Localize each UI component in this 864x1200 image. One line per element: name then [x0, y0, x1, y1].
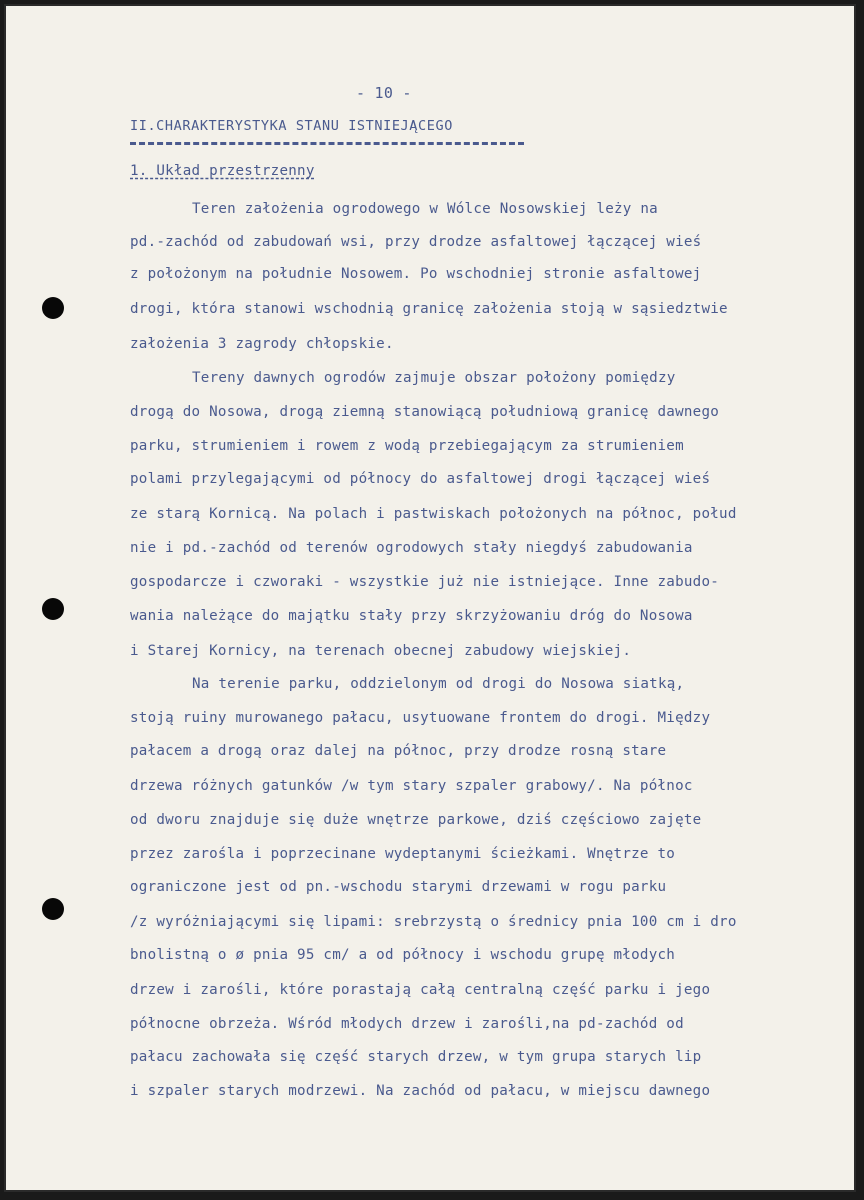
document-page	[4, 4, 856, 1192]
text-line: założenia 3 zagrody chłopskie.	[130, 336, 394, 352]
text-line: z położonym na południe Nosowem. Po wschodniej stronie asfaltowej	[130, 266, 702, 282]
text-line: gospodarcze i czworaki - wszystkie już nie istniejące. Inne zabudo-	[130, 574, 720, 590]
text-line: wania należące do majątku stały przy skrzyżowaniu dróg do Nosowa	[130, 608, 693, 624]
text-line: stoją ruiny murowanego pałacu, usytuowane frontem do drogi. Między	[130, 710, 711, 726]
text-line: pd.-zachód od zabudowań wsi, przy drodze asfaltowej łączącej wieś	[130, 234, 702, 250]
text-line: ograniczone jest od pn.-wschodu starymi drzewami w rogu parku	[130, 879, 667, 895]
text-line: od dworu znajduje się duże wnętrze parkowe, dziś częściowo zajęte	[130, 812, 702, 828]
subsection-heading: 1. Układ przestrzenny	[130, 163, 315, 179]
text-line: bnolistną o ø pnia 95 cm/ a od północy i wschodu grupę młodych	[130, 947, 676, 963]
punch-hole-2	[42, 598, 64, 620]
text-line: Na terenie parku, oddzielonym od drogi do Nosowa siatką,	[192, 676, 685, 692]
text-line: drzew i zarośli, które porastają całą centralną część parku i jego	[130, 982, 711, 998]
text-line: północne obrzeża. Wśród młodych drzew i zarośli,na pd-zachód od	[130, 1016, 684, 1032]
heading-underline	[130, 142, 524, 145]
text-line: parku, strumieniem i rowem z wodą przebiegającym za strumieniem	[130, 438, 684, 454]
section-heading: II.CHARAKTERYSTYKA STANU ISTNIEJĄCEGO	[130, 118, 453, 134]
text-line: przez zarośla i poprzecinane wydeptanymi ścieżkami. Wnętrze to	[130, 846, 676, 862]
text-line: Tereny dawnych ogrodów zajmuje obszar położony pomiędzy	[192, 370, 676, 386]
text-line: Teren założenia ogrodowego w Wólce Nosowskiej leży na	[192, 201, 658, 217]
text-line: drogą do Nosowa, drogą ziemną stanowiącą południową granicę dawnego	[130, 404, 720, 420]
text-line: i Starej Kornicy, na terenach obecnej zabudowy wiejskiej.	[130, 643, 632, 659]
text-line: ze starą Kornicą. Na polach i pastwiskach położonych na północ, połud	[130, 506, 737, 522]
page-number: - 10 -	[356, 84, 412, 102]
text-line: nie i pd.-zachód od terenów ogrodowych stały niegdyś zabudowania	[130, 540, 693, 556]
text-line: pałacem a drogą oraz dalej na północ, przy drodze rosną stare	[130, 743, 667, 759]
text-line: /z wyróżniającymi się lipami: srebrzystą o średnicy pnia 100 cm i dro	[130, 914, 737, 930]
punch-hole-1	[42, 297, 64, 319]
text-line: drogi, która stanowi wschodnią granicę założenia stoją w sąsiedztwie	[130, 301, 728, 317]
text-line: pałacu zachowała się część starych drzew, w tym grupa starych lip	[130, 1049, 702, 1065]
text-line: drzewa różnych gatunków /w tym stary szpaler grabowy/. Na północ	[130, 778, 693, 794]
punch-hole-3	[42, 898, 64, 920]
text-line: i szpaler starych modrzewi. Na zachód od pałacu, w miejscu dawnego	[130, 1083, 711, 1099]
text-line: polami przylegającymi od północy do asfaltowej drogi łączącej wieś	[130, 471, 711, 487]
